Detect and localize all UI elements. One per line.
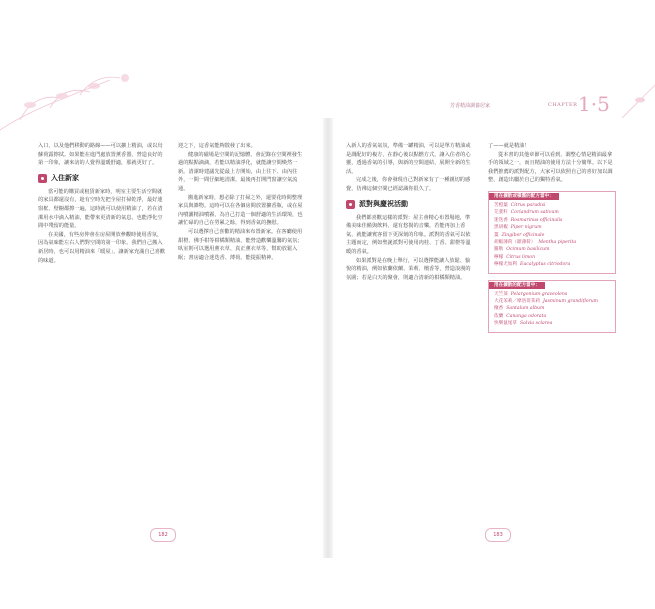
recipe-box (488, 191, 616, 274)
paragraph: 入新人的香氣氣氛，準備一罐精油，可以是單方精油或是調配好的複方，在靜心後以點燃方式。讓入住者的心靈，透過香氣的引導，與新的空間連結，展開全新的生活。 (346, 143, 471, 175)
oil-latin-name: Ocimum basilicum (506, 247, 550, 253)
paragraph: 我們都喜歡這樣的派對：屋主會精心布置場地，準備美味佳餚與飲料，還有悠揚的音樂。若能再加上香氣，就能讓賓客留下更深刻的印象。派對的香氣可以依主題而定，例如聖誕派對可使用肉桂、丁香、甜橙等溫暖的香氣。 (346, 214, 471, 255)
book-gutter (323, 118, 333, 558)
paragraph: 了——就是精油！ (488, 143, 530, 149)
recipe-item (489, 239, 615, 246)
paragraph: 入口，以及他們移動的路線——可以擴上精油，或以烏蘇荷露擦拭。如果能在進門處放置薰香器，營造良好的第一印象，讓來訪的人覺得溫暖舒適，那就更好了。 (38, 143, 163, 167)
recipe-title: 用在擴散或噴霧的配方當中： (489, 193, 559, 200)
oil-name: 天竺葵 (494, 291, 508, 297)
section-heading (38, 174, 166, 183)
recipe-item (489, 209, 615, 216)
oil-latin-name: Salvia sclarea (519, 321, 553, 327)
paragraph: 健康的磁場是空間的記憶體，會記錄在空間裡發生過的點點滴滴，若能以精油淨化，就能讓空間煥然一新。清潔時建議先從最上方開始，由上往下、由內往外，一間一間仔細地清潔，最後再打開門窗讓空氣流通。 (178, 151, 303, 192)
recipe-item (489, 254, 615, 261)
left-column-1 (38, 142, 166, 265)
oil-name: 依蘭 (494, 313, 504, 319)
oil-name: 檀香 (494, 306, 504, 312)
oil-latin-name: Zingiber officinale (501, 232, 545, 238)
oil-latin-name: Piper nigrum (510, 225, 542, 231)
right-column-2 (488, 142, 616, 339)
oil-name: 羅勒 (494, 247, 504, 253)
chapter-number: 1·5 (578, 92, 610, 116)
oil-latin-name: Jasminum grandiflorum (542, 299, 599, 305)
paragraph: 完成之後，你會發現自己對新家有了一種親切的感覺，彷彿這個空間已經認識你很久了。 (346, 177, 471, 192)
oil-name: 薑 (494, 232, 499, 238)
recipe-item (489, 232, 615, 239)
oil-latin-name: Santalum album (506, 306, 545, 312)
recipe-item (489, 246, 615, 253)
paragraph: 在美國，有些房仲會在房屋開放參觀時使用香氛，因為氣味能左右人們對空間的第一印象。我們自己搬入新居時，也可以用精油來「暖屋」，讓新家充滿自己喜歡的味道。 (38, 231, 166, 264)
right-column-1 (346, 142, 474, 282)
paragraph: 迎之下，這香氣能夠散發了出來。 (178, 143, 256, 149)
section-title: 入住新家 (51, 173, 79, 182)
oil-name: 芫荽籽 (494, 210, 508, 216)
oil-latin-name: Citrus paradisi (510, 202, 546, 208)
recipe-item (489, 202, 615, 209)
section-marker-icon (346, 200, 355, 209)
paragraph: 從本書的其他章節可以看到，調整心情是精油最拿手的領域之一，而且精油的使用方法十分簡單。以下是我們推薦的派對配方，大家可以依照自己的喜好加以調整，創造出屬於自己的獨特香氣。 (488, 151, 613, 184)
recipe-item (489, 298, 615, 305)
oil-name: 檸檬 (494, 254, 504, 260)
oil-name: 胡椒薄荷（歐薄荷） (494, 240, 536, 245)
oil-name: 大花茉莉／摩洛哥茉莉 (494, 299, 540, 305)
left-column-2 (178, 142, 306, 262)
recipe-item (489, 313, 615, 320)
oil-name: 黑胡椒 (494, 225, 508, 231)
right-page (338, 118, 630, 558)
oil-name: 快樂鼠尾草 (494, 321, 517, 327)
oil-latin-name: Eucalyptus citriodora (519, 262, 571, 268)
section-marker-icon (38, 174, 47, 183)
oil-name: 苦橙葉 (494, 202, 508, 208)
oil-latin-name: Pelargonium graveolens (510, 291, 568, 297)
section-title: 派對與慶祝活動 (359, 199, 408, 208)
recipe-box (488, 280, 616, 333)
left-page (30, 118, 322, 558)
oil-latin-name: Cananga odorata (506, 313, 547, 319)
recipe-item (489, 291, 615, 298)
oil-latin-name: Mentha piperita (538, 240, 577, 245)
page-number-right: 183 (485, 528, 511, 542)
recipe-item (489, 217, 615, 224)
paragraph: 如果派對是在晚上舉行，可以選擇能讓人放鬆、愉悅的精油，例如依蘭依蘭、茉莉、檀香等，營造浪漫的氛圍；若是白天的聚會，則適合清新的柑橘類精油。 (346, 257, 471, 281)
recipe-item (489, 224, 615, 231)
recipe-item (489, 261, 615, 268)
paragraph: 搬進新家時，想必除了打掃之外，還要花時間整理家具與雜物。這時可以在各個房間放置擴香瓶，或在屋內噴灑精油噴霧，為自己打造一個舒適的生活環境，也讓忙碌的自己在勞累之餘，得到香氣的撫慰。 (178, 194, 303, 227)
recipe-item (489, 305, 615, 312)
paragraph: 當可能的購買或租賃新家時，明室主要生活空間就的家具都還沒有，趁有空時先把全屋打掃乾淨，最好連窗框、壁櫥都擦一遍，這時就可以使用精油了，若在清潔用水中滴入精油，能帶來更清新的氣息，也能淨化空間中殘留的能量。 (38, 188, 163, 230)
page-number-left: 182 (150, 528, 176, 542)
section-heading (346, 200, 474, 209)
oil-name: 檸檬尤加利 (494, 262, 517, 268)
recipe-title: 用在擴散的配方當中： (489, 282, 545, 289)
oil-latin-name: Rosmarinus officinalis (510, 217, 563, 223)
paragraph: 可以選擇自己喜歡的精油來布置新家。在客廳使用甜橙、佛手柑等柑橘類精油，能營造歡樂溫馨的氣氛；臥室則可以選用薰衣草、真正薰衣草等，幫助放鬆入眠；書房適合迷迭香、薄荷，能提振精神。 (178, 228, 303, 261)
recipe-item (489, 320, 615, 327)
oil-latin-name: Citrus limon (506, 254, 536, 260)
oil-latin-name: Coriandrum sativum (510, 210, 559, 216)
running-title: 芳香精油調養居家 (450, 103, 491, 109)
chapter-label: CHAPTER (548, 102, 578, 108)
oil-name: 迷迭香 (494, 217, 508, 223)
